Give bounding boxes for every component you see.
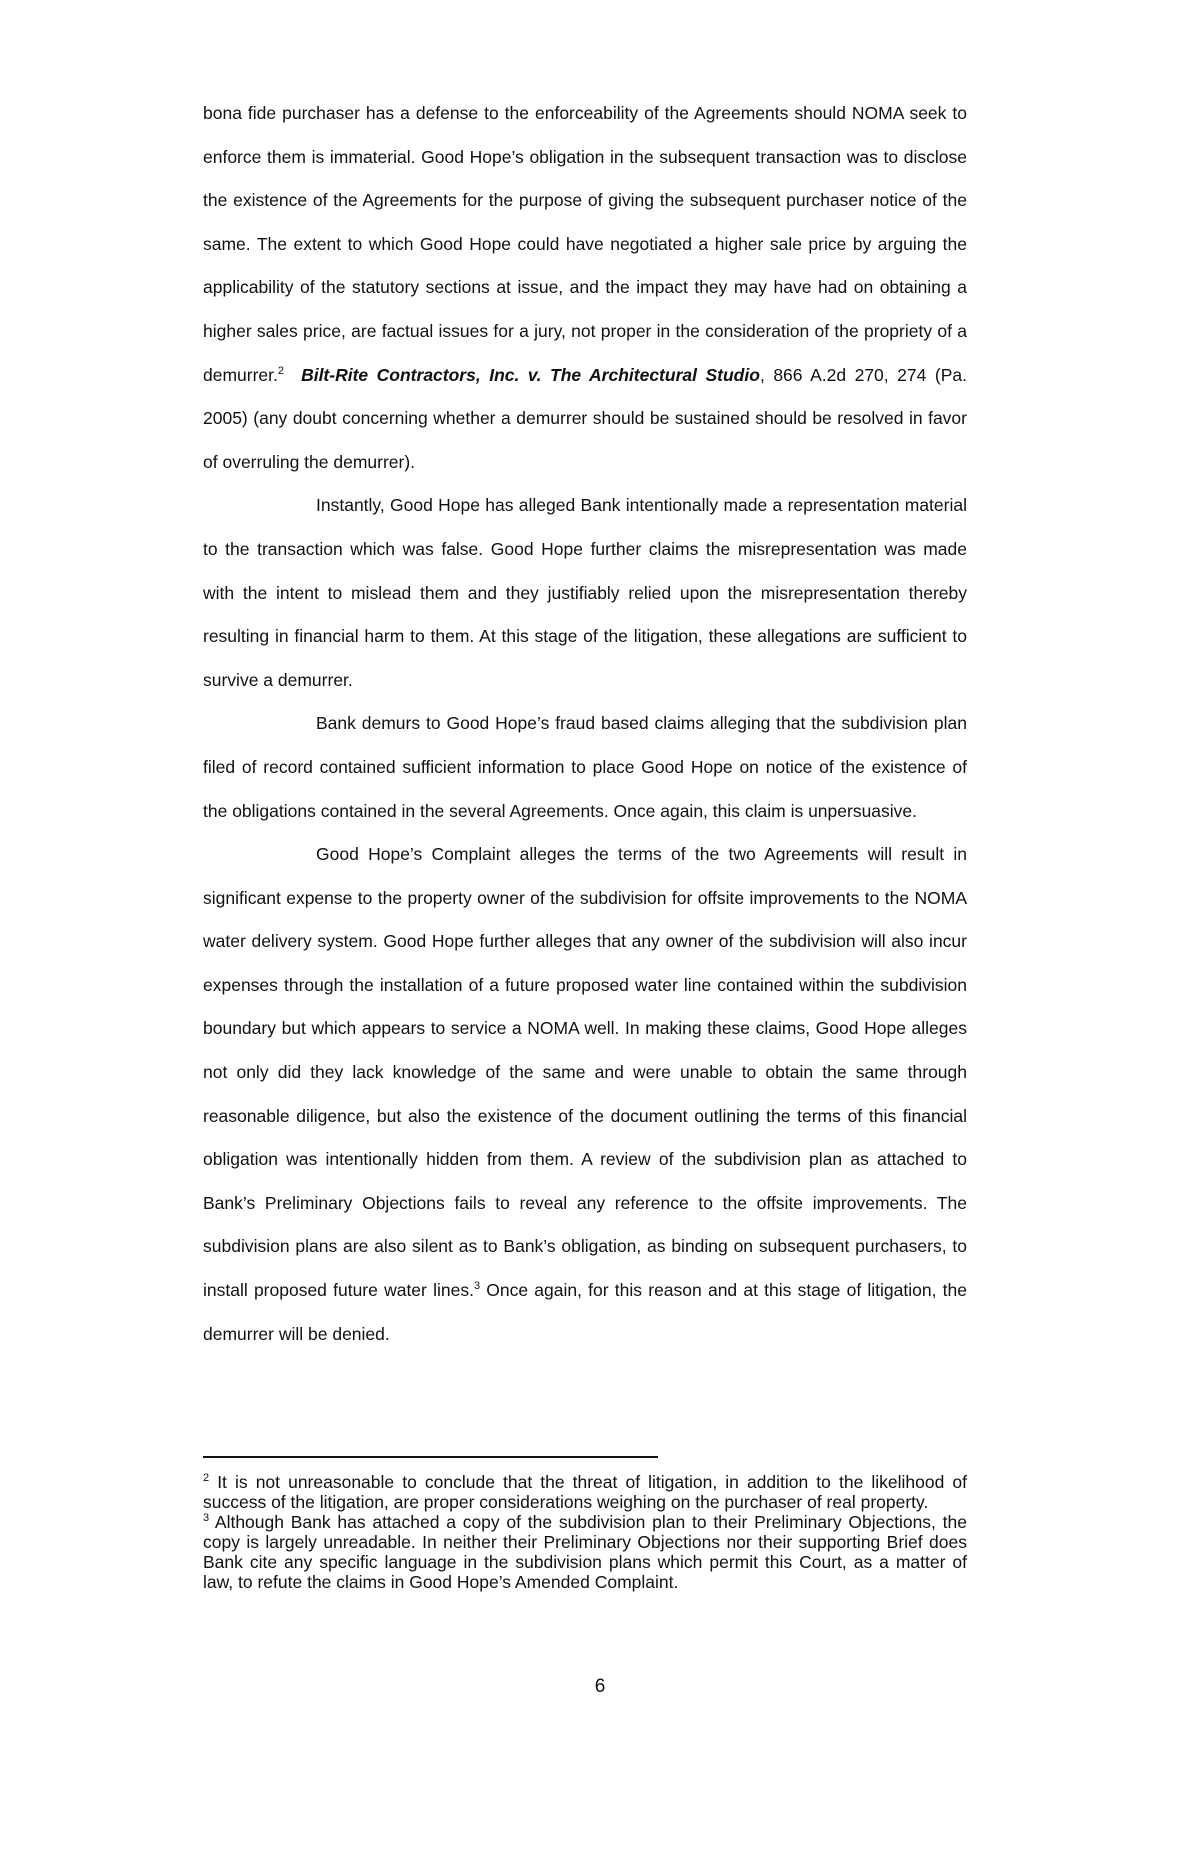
paragraph-2: Instantly, Good Hope has alleged Bank intentionally made a representation material to the transaction which was false. Good Hope further claims the misrepresentation was made with the intent to mislead them and they justifiably relied upon the misrepresentation thereby resulting in financial harm to them. At this stage of the litigation, these allegations are sufficient to survive a demurrer. [203, 495, 967, 690]
body-text [203, 92, 967, 1356]
footnote-marker-2: 2 [203, 1472, 210, 1485]
footnote-ref-2: 2 [277, 364, 285, 377]
paragraph-4-continuation: Once again, for this reason and at this stage of litigation, the demurrer will be denied. [203, 1280, 968, 1344]
paragraph-4 [203, 833, 967, 1356]
paragraph-1-text: bona fide purchaser has a defense to the enforceability of the Agreements should NOMA seek to enforce them is immaterial. Good Hope’s obligation in the subsequent transaction was to disclose the existence of the Agreements for the purpose of giving the subsequent purchaser notice of the same. The extent to which Good Hope could have negotiated a higher sale price by arguing the applicability of the statutory sections at issue, and the impact they may have had on obtaining a higher sales price, are factual issues for a jury, not proper in the consideration of the propriety of a demurrer. [203, 103, 967, 385]
paragraph-1-continuation: , 866 A.2d 270, 274 (Pa. 2005) (any doubt concerning whether a demurrer should be sustained should be resolved in favor of overruling the demurrer). [203, 364, 967, 472]
paragraph-3: Bank demurs to Good Hope’s fraud based claims alleging that the subdivision plan filed of record contained sufficient information to place Good Hope on notice of the existence of the obligations contained in the several Agreements. Once again, this claim is unpersuasive. [203, 713, 967, 821]
case-citation: Bilt-Rite Contractors, Inc. v. The Architectural Studio [301, 364, 760, 385]
footnote-3-text: Although Bank has attached a copy of the subdivision plan to their Preliminary Objections, the copy is largely unreadable. In neither their Preliminary Objections nor their supporting Brief does Bank cite any specific language in the subdivision plans which permit this Court, as a matter of law, to refute the claims in Good Hope’s Amended Complaint. [203, 1512, 967, 1592]
paragraph-4-text: Good Hope’s Complaint alleges the terms of the two Agreements will result in significant expense to the property owner of the subdivision for offsite improvements to the NOMA water delivery system. Good Hope further alleges that any owner of the subdivision will also incur expenses through the installation of a future proposed water line contained within the subdivision boundary but which appears to service a NOMA well. In making these claims, Good Hope alleges not only did they lack knowledge of the same and were unable to obtain the same through reasonable diligence, but also the existence of the document outlining the terms of this financial obligation was intentionally hidden from them. A review of the subdivision plan as attached to Bank’s Preliminary Objections fails to reveal any reference to the offsite improvements. The subdivision plans are also silent as to Bank’s obligation, as binding on subsequent purchasers, to install proposed future water lines. [203, 844, 967, 1301]
paragraph-1 [203, 92, 967, 484]
footnote-2 [203, 1472, 967, 1512]
page-number: 6 [594, 1676, 606, 1697]
footnote-separator [203, 1456, 658, 1458]
footnote-2-text: It is not unreasonable to conclude that the threat of litigation, in addition to the likelihood of success of the litigation, are proper considerations weighing on the purchaser of real property. [203, 1472, 967, 1512]
footnote-3 [203, 1512, 967, 1592]
footnote-marker-3: 3 [203, 1512, 210, 1525]
footnote-ref-3: 3 [473, 1280, 481, 1293]
footnotes [203, 1472, 967, 1592]
